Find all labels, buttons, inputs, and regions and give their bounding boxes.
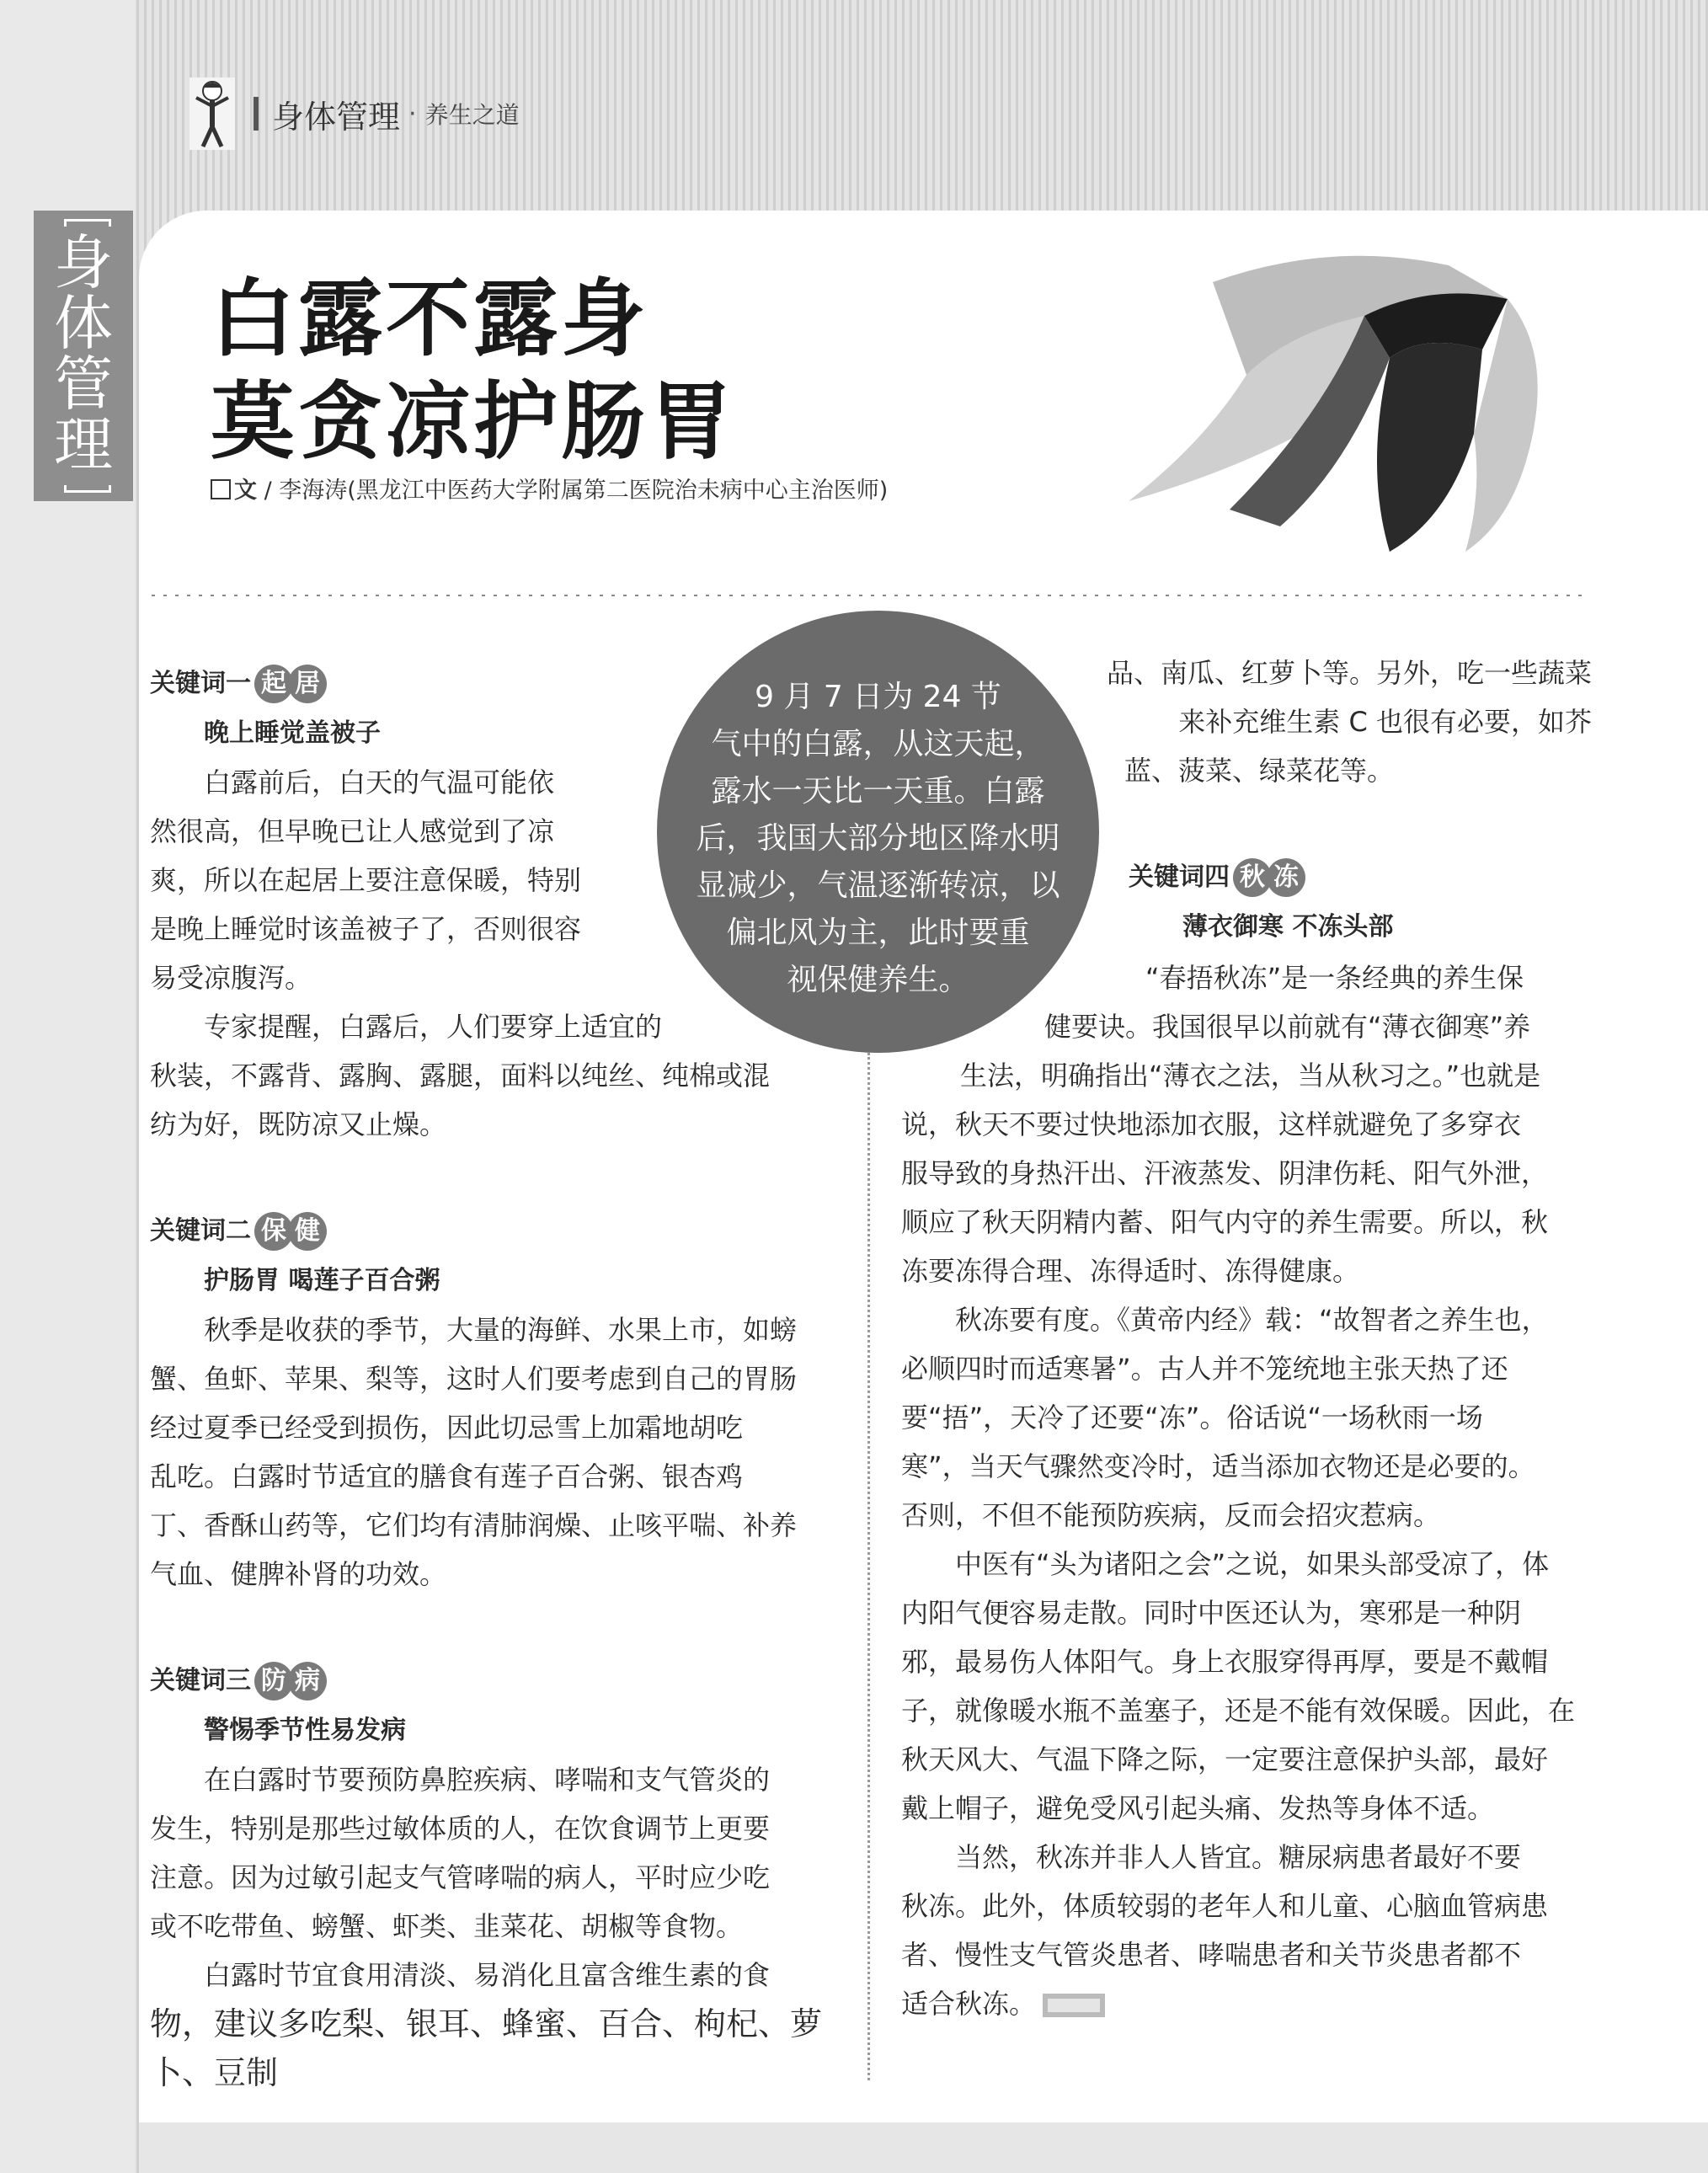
side-tab-char: 管 xyxy=(54,350,113,419)
keyword-char: 冻 xyxy=(1267,858,1305,897)
keyword-char: 病 xyxy=(288,1662,327,1700)
bracket-top xyxy=(64,219,111,227)
side-tab xyxy=(34,211,133,501)
text-line: 乱吃。白露时节适宜的膳食有莲子百合粥、银杏鸡 xyxy=(150,1460,744,1492)
text-line: 丁、香酥山药等，它们均有清肺润燥、止咳平喘、补养 xyxy=(150,1509,798,1541)
header-separator: · xyxy=(408,99,417,129)
callout-line: 露水一天比一天重。白露 xyxy=(711,774,1045,809)
text-line: 否则，不但不能预防疾病，反而会招灾惹病。 xyxy=(901,1499,1441,1531)
text-line: 必顺四时而适寒暑”。古人并不笼统地主张天热了还 xyxy=(901,1353,1508,1385)
text-line: 戴上帽子，避免受风引起头痛、发热等身体不适。 xyxy=(901,1792,1495,1824)
paragraph: 秋季是收获的季节，大量的海鲜、水果上市，如螃 xyxy=(204,1314,798,1346)
title-line-2: 莫贪凉护肠胃 xyxy=(211,372,736,471)
column-divider xyxy=(867,1053,870,2080)
right-column-body xyxy=(901,953,1592,2028)
text-line: 子，就像暖水瓶不盖塞子，还是不能有效保暖。因此，在 xyxy=(901,1695,1576,1727)
text-line: 冻要冻得合理、冻得适时、冻得健康。 xyxy=(901,1255,1360,1287)
page-header xyxy=(189,76,520,152)
right-column-heading xyxy=(1129,852,1592,952)
text-line: 纺为好，既防凉又止燥。 xyxy=(150,1108,447,1140)
section-subtitle: 养生之道 xyxy=(424,101,520,129)
text-line: “春捂秋冻”是一条经典的养生保 xyxy=(1145,962,1524,994)
keyword-subtitle: 薄衣御寒 不冻头部 xyxy=(1182,912,1394,942)
keyword-heading-2 xyxy=(150,1206,836,1257)
callout-line: 显减少，气温逐渐转凉，以 xyxy=(696,868,1060,903)
text-line: 或不吃带鱼、螃蟹、虾类、韭菜花、胡椒等食物。 xyxy=(150,1910,744,1942)
bottom-band xyxy=(139,2122,1708,2173)
square-icon xyxy=(211,479,231,499)
text-line: 发生，特别是那些过敏体质的人，在饮食调节上更要 xyxy=(150,1813,771,1845)
text-line: 秋装，不露背、露胸、露腿，面料以纯丝、纯棉或混 xyxy=(150,1060,771,1092)
callout-line: 9 月 7 日为 24 节 xyxy=(755,680,1001,714)
keyword-pill xyxy=(254,665,322,703)
keyword-heading-3 xyxy=(150,1656,836,1706)
callout-line: 后，我国大部分地区降水明 xyxy=(696,821,1060,856)
keyword-char: 秋 xyxy=(1233,858,1272,897)
keyword-char: 保 xyxy=(254,1212,293,1251)
text-line: 易受凉腹泻。 xyxy=(150,962,312,994)
keyword-char: 防 xyxy=(254,1662,293,1700)
end-line xyxy=(901,1979,1592,2028)
side-tab-char: 理 xyxy=(54,410,113,479)
text-line: 邪，最易伤人体阳气。身上衣服穿得再厚，要是不戴帽 xyxy=(901,1646,1549,1678)
byline: 文 / 李海涛(黑龙江中医药大学附属第二医院治未病中心主治医师) xyxy=(211,472,888,505)
article-title xyxy=(211,268,736,473)
keyword-char: 居 xyxy=(288,665,327,703)
text-line: 寒”，当天气骤然变冷时，适当添加衣物还是必要的。 xyxy=(901,1450,1535,1482)
header-divider xyxy=(254,97,259,131)
keyword-heading-4 xyxy=(1129,852,1592,903)
text-line: 经过夏季已经受到损伤，因此切忌雪上加霜地胡吃 xyxy=(150,1412,744,1444)
byline-author: 李海涛(黑龙江中医药大学附属第二医院治未病中心主治医师) xyxy=(279,478,889,504)
text-line: 生法，明确指出“薄衣之法，当从秋习之。”也就是 xyxy=(960,1060,1541,1092)
text-line: 注意。因为过敏引起支气管哮喘的病人，平时应少吃 xyxy=(150,1861,771,1893)
keyword-subtitle: 晚上睡觉盖被子 xyxy=(204,718,381,748)
text-line: 内阳气便容易走散。同时中医还认为，寒邪是一种阴 xyxy=(901,1597,1522,1629)
text-line: 物，建议多吃梨、银耳、蜂蜜、百合、枸杞、萝卜、豆制 xyxy=(150,2005,823,2091)
ornament-divider xyxy=(152,590,1588,601)
callout-line: 气中的白露，从这天起， xyxy=(711,727,1045,761)
text-line: 说，秋天不要过快地添加衣服，这样就避免了多穿衣 xyxy=(901,1108,1522,1140)
paragraph: 秋冻要有度。《黄帝内经》载：“故智者之养生也， xyxy=(955,1304,1549,1336)
keyword-label: 关键词二 xyxy=(150,1216,251,1246)
keyword-label: 关键词一 xyxy=(150,669,251,698)
text-line: 者、慢性支气管炎患者、哮喘患者和关节炎患者都不 xyxy=(901,1939,1522,1971)
text-line: 蓝、菠菜、绿菜花等。 xyxy=(1124,755,1395,787)
right-column-top xyxy=(1082,649,1592,795)
text-line: 健要诀。我国很早以前就有“薄衣御寒”养 xyxy=(1044,1011,1531,1043)
paragraph: 白露前后，白天的气温可能依 xyxy=(204,766,555,798)
text-line: 蟹、鱼虾、苹果、梨等，这时人们要考虑到自己的胃肠 xyxy=(150,1363,798,1395)
keyword-char: 起 xyxy=(254,665,293,703)
text-line: 适合秋冻。 xyxy=(901,1988,1037,2020)
paragraph: 专家提醒，白露后，人们要穿上适宜的 xyxy=(204,1011,663,1043)
side-tab-char: 身 xyxy=(54,228,113,297)
paragraph: 中医有“头为诸阳之会”之说，如果头部受凉了，体 xyxy=(955,1548,1550,1580)
section-title: 身体管理 xyxy=(272,98,401,136)
text-line: 品、南瓜、红萝卜等。另外，吃一些蔬菜 xyxy=(1106,657,1592,689)
text-line: 是晚上睡觉时该盖被子了，否则很容 xyxy=(150,913,582,945)
callout-line: 视保健养生。 xyxy=(787,963,969,997)
text-line: 秋天风大、气温下降之际，一定要注意保护头部，最好 xyxy=(901,1743,1549,1775)
bracket-bottom xyxy=(64,485,111,493)
text-line: 服导致的身热汗出、汗液蒸发、阴津伤耗、阳气外泄， xyxy=(901,1157,1549,1189)
text-line: 顺应了秋天阴精内蓄、阳气内守的养生需要。所以，秋 xyxy=(901,1206,1549,1238)
scarf-image xyxy=(1112,248,1550,569)
side-tab-text xyxy=(34,228,133,479)
keyword-char: 健 xyxy=(288,1212,327,1251)
keyword-pill xyxy=(254,1212,322,1251)
text-line: 然很高，但早晚已让人感觉到了凉 xyxy=(150,815,555,847)
keyword-label: 关键词三 xyxy=(150,1666,251,1695)
text-line: 气血、健脾补肾的功效。 xyxy=(150,1558,447,1590)
text-line: 爽，所以在起居上要注意保暖，特别 xyxy=(150,864,582,896)
keyword-subtitle: 护肠胃 喝莲子百合粥 xyxy=(204,1266,440,1295)
mascot-icon xyxy=(189,77,235,150)
text-line: 要“捂”，天冷了还要“冻”。俗话说“一场秋雨一场 xyxy=(901,1402,1483,1434)
keyword-subtitle: 警惕季节性易发病 xyxy=(204,1716,406,1745)
paragraph: 白露时节宜食用清淡、易消化且富含维生素的食 xyxy=(204,1959,771,1991)
keyword-pill xyxy=(254,1662,322,1700)
text-line: 秋冻。此外，体质较弱的老年人和儿童、心脑血管病患 xyxy=(901,1890,1549,1922)
paragraph: 当然，秋冻并非人人皆宜。糖尿病患者最好不要 xyxy=(955,1841,1522,1873)
keyword-label: 关键词四 xyxy=(1129,862,1230,892)
paragraph: 在白露时节要预防鼻腔疾病、哮喘和支气管炎的 xyxy=(204,1764,771,1796)
byline-label: 文 xyxy=(234,478,257,504)
text-line: 来补充维生素 C 也很有必要，如芥 xyxy=(1178,706,1592,738)
callout-line: 偏北风为主，此时要重 xyxy=(726,916,1030,950)
title-line-1: 白露不露身 xyxy=(211,270,649,368)
side-tab-char: 体 xyxy=(54,289,113,358)
end-mark-icon xyxy=(1043,1994,1105,2017)
keyword-pill xyxy=(1233,858,1300,897)
